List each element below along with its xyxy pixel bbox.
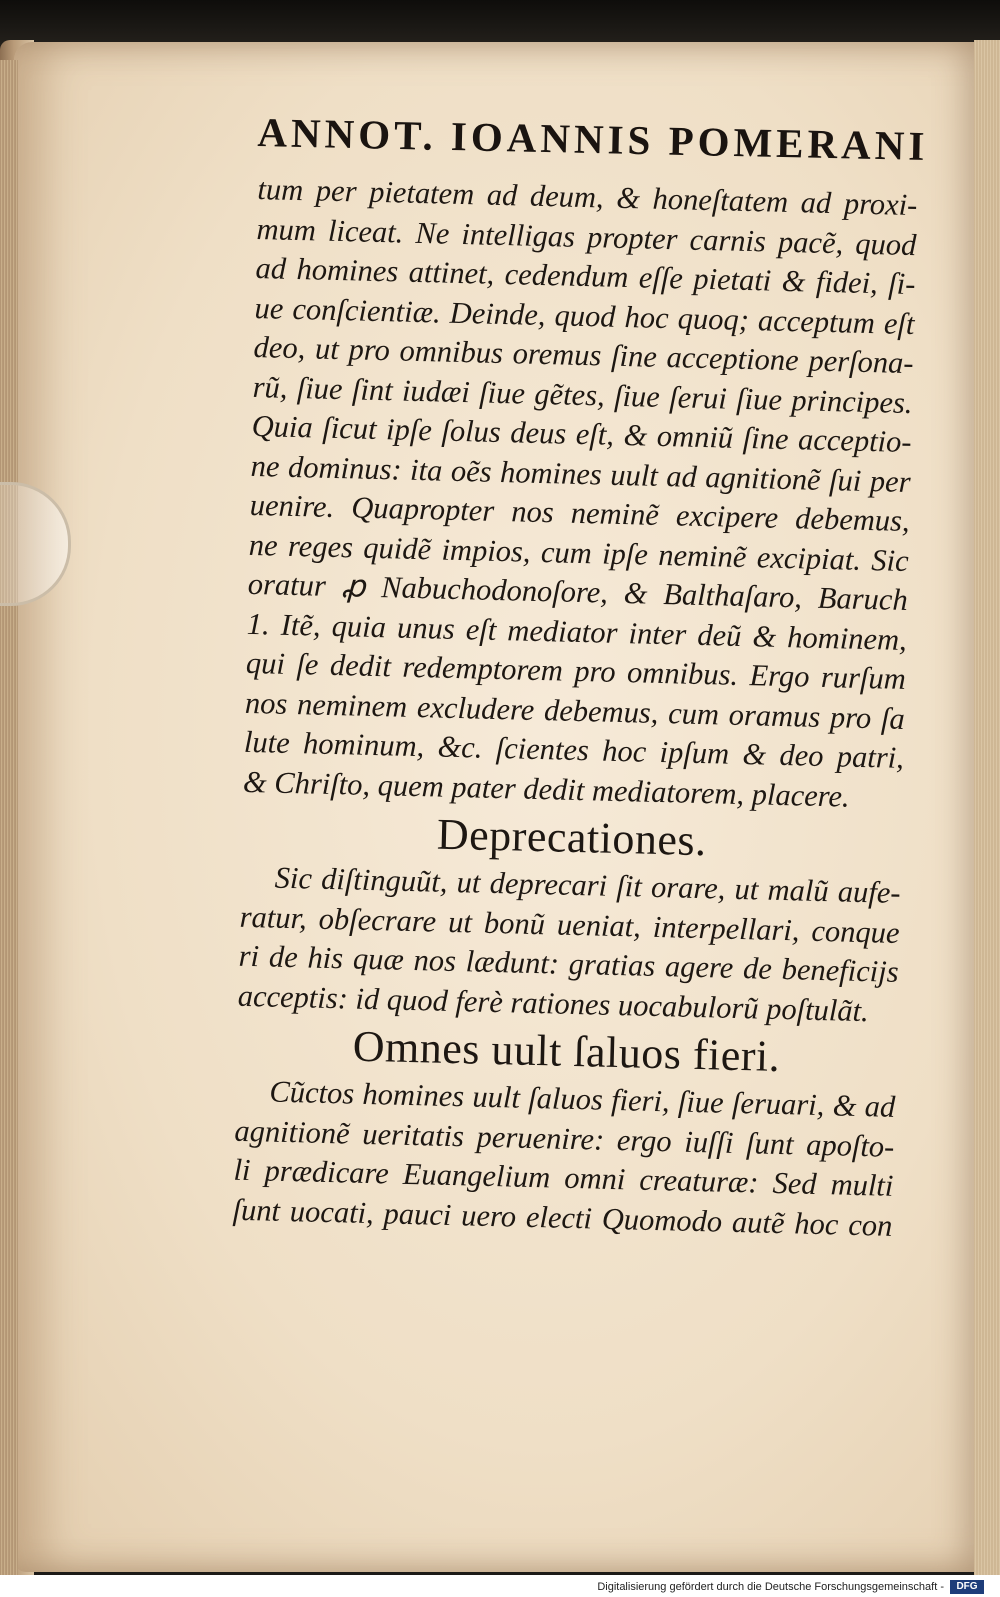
page-stack-left xyxy=(0,60,18,1580)
text-line: acceptis: id quod ferè rationes uocabulorũ poſtulãt. xyxy=(237,978,870,1028)
footer-credit: Digitalisierung gefördert durch die Deutsche Forschungsgemeinschaft - xyxy=(597,1581,944,1593)
text-line: ne dominus: ita oẽs homines uult ad agnitionẽ ſui per xyxy=(250,448,911,499)
section-heading-omnes: Omnes uult ſaluos fieri. xyxy=(352,1021,781,1082)
text-line: ſunt uocati, pauci uero electi Quomodo autẽ hoc con xyxy=(232,1192,893,1243)
text-line: & Chriſto, quem pater dedit mediatorem, placere. xyxy=(242,764,851,814)
text-line: rũ, ſiue ſint iudæi ſiue gẽtes, ſiue ſerui ſiue principes. xyxy=(252,369,913,420)
text-line: qui ſe dedit redemptorem pro omnibus. Ergo rurſum xyxy=(245,645,907,696)
running-head: ANNOT. IOANNIS POMERANI xyxy=(257,108,929,170)
text-line: 1. Itẽ, quia unus eſt mediator inter deũ & hominem, xyxy=(246,606,908,657)
page-stack-right xyxy=(974,40,1000,1580)
text-line: Cũctos homines uult ſaluos fieri, ſiue ſeruari, & ad xyxy=(269,1074,896,1124)
text-line: oratur ꝓ Nabuchodonoſore, & Balthaſaro, Baruch xyxy=(247,566,909,617)
text-line: deo, ut pro omnibus oremus ſine acceptione perſona- xyxy=(253,329,914,381)
text-line: nos neminem excludere debemus, cum oramus pro ſa xyxy=(244,685,906,736)
footer-bar xyxy=(0,1575,1000,1597)
text-line: Quia ſicut ipſe ſolus deus eſt, & omniũ ſine acceptio- xyxy=(251,408,912,460)
dfg-logo: DFG xyxy=(950,1580,984,1594)
text-line: ad homines attinet, cedendum eſſe pietati & fidei, ſi- xyxy=(255,250,916,302)
text-line: tum per pietatem ad deum, & honeſtatem ad proxi- xyxy=(257,171,918,223)
text-line: agnitionẽ ueritatis peruenire: ergo iuſſi ſunt apoſto- xyxy=(234,1113,895,1164)
page-body xyxy=(232,170,918,1246)
text-line: ratur, obſecrare ut bonũ ueniat, interpellari, conque xyxy=(239,899,900,950)
text-line: Sic diſtinguũt, ut deprecari ſit orare, ut malũ aufe- xyxy=(274,860,901,910)
text-line: ne reges quidẽ impios, cum ipſe neminẽ excipiat. Sic xyxy=(248,527,910,578)
text-line: lute hominum, &c. ſcientes hoc ipſum & deo patri, xyxy=(243,724,905,775)
text-line: mum liceat. Ne intelligas propter carnis pacẽ, quod xyxy=(256,211,917,262)
text-line: li prædicare Euangelium omni creaturæ: Sed multi xyxy=(233,1152,894,1203)
text-line: ue conſcientiæ. Deinde, quod hoc quoq; acceptum eſt xyxy=(254,290,915,341)
text-line: uenire. Quapropter nos neminẽ excipere debemus, xyxy=(249,487,911,539)
section-heading-deprecationes: Deprecationes. xyxy=(436,809,708,866)
text-line: ri de his quæ nos lædunt: gratias agere de beneficijs xyxy=(238,938,900,989)
